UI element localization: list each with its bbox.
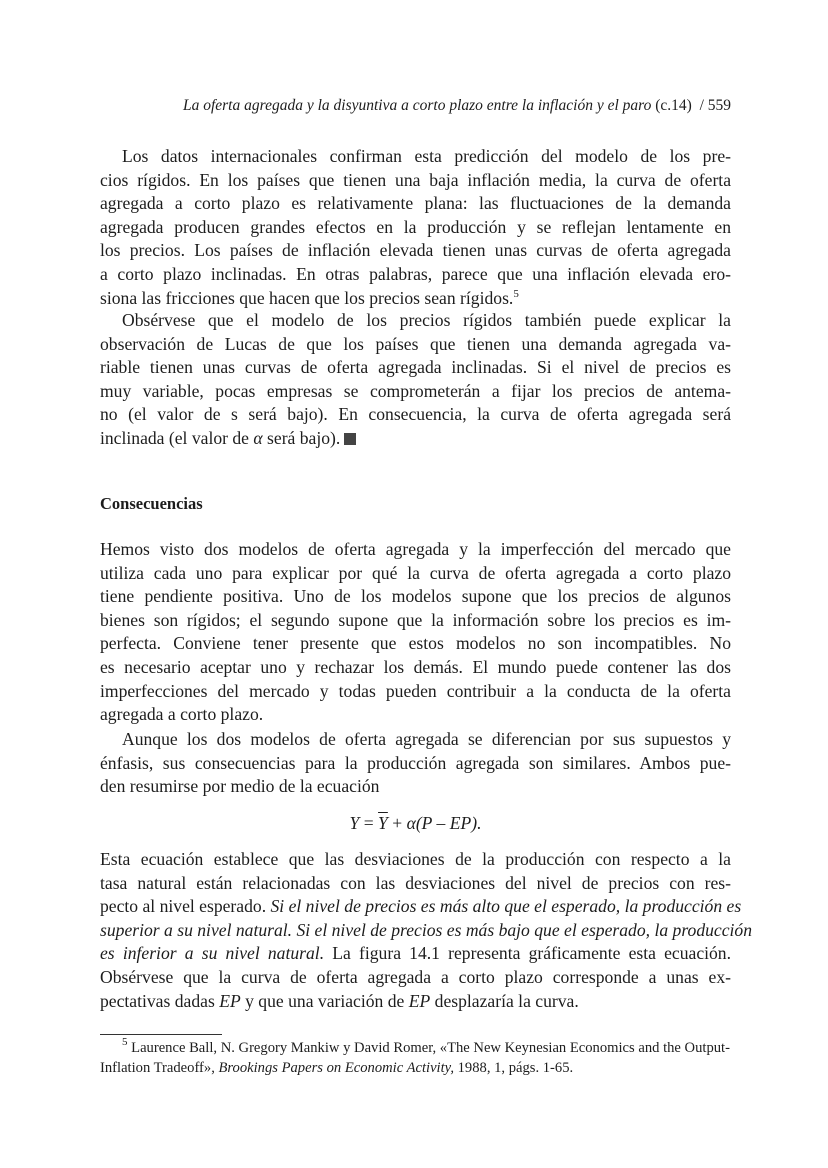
text-line — [100, 632, 731, 656]
text-segment: observación de Lucas de que los países que tienen una demanda agregada va- — [100, 333, 731, 354]
text-line — [100, 309, 731, 333]
header-separator: / — [699, 97, 704, 114]
text-line — [100, 538, 731, 562]
equation-alpha: α — [406, 813, 416, 833]
text-line — [100, 775, 731, 799]
text-line — [100, 356, 731, 380]
equation — [100, 813, 731, 834]
text-segment: desplazaría la curva. — [430, 990, 579, 1011]
text-line — [100, 656, 731, 680]
paragraph — [100, 145, 731, 310]
running-header — [100, 97, 731, 115]
footnote-journal: Brookings Papers on Economic Activity, — [218, 1059, 454, 1076]
text-line — [100, 380, 731, 404]
text-segment: EP — [408, 990, 431, 1011]
paragraph — [100, 728, 731, 799]
text-line — [100, 728, 731, 752]
text-segment: agregada producen grandes efectos en la producción y se reflejan lentamente en — [100, 216, 731, 237]
text-segment: Hemos visto dos modelos de oferta agregada y la imperfección del mercado que — [100, 539, 731, 559]
footnote-number: 5 — [122, 1036, 128, 1048]
text-segment: den resumirse por medio de la ecuación — [100, 776, 380, 797]
chapter-label: (c.14) — [655, 97, 692, 114]
text-segment: y que una variación de — [240, 990, 409, 1011]
equation-plus: + — [387, 813, 407, 833]
equation-ybar: $\overline{Y}$ — [378, 813, 388, 833]
text-segment: agregada a corto plazo es relativamente plana: las fluctuaciones de la demanda — [100, 193, 731, 214]
text-segment: cios rígidos. En los países que tienen una baja inflación media, la curva de oferta — [100, 169, 731, 190]
paragraph — [100, 538, 731, 727]
section-heading: Consecuencias — [100, 494, 203, 513]
text-segment: es inferior a su nivel natural. — [100, 943, 325, 964]
text-line — [100, 562, 731, 586]
text-segment: Esta ecuación establece que las desviaciones de la producción con respecto a la — [100, 849, 731, 869]
text-segment: imperfecciones del mercado y todas pueden contribuir a la conducta de la oferta — [100, 680, 731, 701]
text-segment: Obsérvese que la curva de oferta agregada a corto plazo corresponde a unas ex- — [100, 966, 731, 987]
text-segment: siona las fricciones que hacen que los precios sean rígidos. — [100, 287, 514, 308]
paragraph — [100, 848, 753, 1013]
footnote-ref: 5 — [513, 287, 519, 300]
text-line — [100, 895, 742, 919]
text-line — [100, 966, 731, 990]
text-line — [100, 263, 731, 287]
text-line — [100, 872, 731, 896]
text-line — [100, 403, 731, 427]
text-segment: perfecta. Conviene tener presente que estos modelos no son incompatibles. No — [100, 633, 731, 654]
text-line — [100, 703, 731, 727]
text-line — [100, 216, 731, 240]
text-segment: muy variable, pocas empresas se comprometerán a fijar los precios de antema- — [100, 380, 731, 401]
text-segment: tiene pendiente positiva. Uno de los modelos supone que los precios de algunos — [100, 586, 731, 607]
text-line — [100, 192, 731, 216]
text-segment: Aunque los dos modelos de oferta agregada se diferencian por sus supuestos y — [122, 729, 731, 749]
text-segment: es necesario aceptar uno y rechazar los demás. El mundo puede contener las dos — [100, 656, 731, 677]
text-segment: pecto al nivel esperado. — [100, 896, 271, 917]
text-line — [100, 239, 731, 263]
text-segment: énfasis, sus consecuencias para la producción agregada son similares. Ambos pue- — [100, 752, 731, 773]
text-line — [100, 333, 731, 357]
text-line — [100, 752, 731, 776]
text-segment: riable tienen unas curvas de oferta agregada inclinadas. Si el nivel de precios es — [100, 357, 731, 378]
text-line — [100, 609, 731, 633]
text-segment: Obsérvese que el modelo de los precios rígidos también puede explicar la — [122, 310, 731, 330]
text-segment: EP — [219, 990, 241, 1011]
page-number: 559 — [707, 97, 731, 114]
text-segment: utiliza cada uno para explicar por qué la curva de oferta agregada a corto plazo — [100, 562, 731, 583]
text-line — [100, 169, 731, 193]
text-line — [100, 427, 731, 451]
text-segment: pectativas dadas — [100, 990, 220, 1011]
text-line — [100, 990, 731, 1014]
equation-lhs: Y — [349, 813, 360, 833]
text-segment: inclinada (el valor de — [100, 427, 254, 448]
footnote-rule — [100, 1034, 222, 1035]
paragraph — [100, 309, 731, 451]
text-line — [100, 585, 731, 609]
text-segment: agregada a corto plazo. — [100, 704, 264, 725]
equation-equals: = — [359, 813, 379, 833]
end-of-box-square-icon — [344, 433, 356, 445]
text-segment: Los datos internacionales confirman esta predicción del modelo de los pre- — [122, 146, 731, 166]
equation-term: (P – EP). — [415, 813, 482, 833]
text-line — [100, 848, 731, 872]
text-segment: superior a su nivel natural. Si el nivel de precios es más bajo que el esperado, la producción — [100, 919, 753, 940]
text-segment: no (el valor de s será bajo). En consecuencia, la curva de oferta agregada será — [100, 404, 731, 425]
text-segment: a corto plazo inclinadas. En otras palabras, parece que una inflación elevada ero- — [100, 263, 731, 284]
text-segment: α — [253, 427, 263, 448]
text-line — [100, 942, 731, 966]
text-segment: Si el nivel de precios es más alto que el esperado, la producción es — [270, 896, 742, 917]
text-line — [100, 680, 731, 704]
text-line — [100, 287, 731, 311]
text-segment: La figura 14.1 representa gráficamente esta ecuación. — [324, 943, 732, 964]
footnote-text-end: 1988, 1, págs. 1-65. — [453, 1059, 574, 1076]
text-segment: los precios. Los países de inflación elevada tienen unas curvas de oferta agregada — [100, 240, 731, 261]
footnote-text: Laurence Ball, N. Gregory Mankiw y David Romer, «The New Keynesian Economics and the Output-Inflation Tradeoff», — [100, 1040, 730, 1076]
running-title: La oferta agregada y la disyuntiva a corto plazo entre la inflación y el paro — [182, 97, 652, 114]
text-segment: será bajo). — [262, 427, 341, 448]
text-segment: bienes son rígidos; el segundo supone que la información sobre los precios es im- — [100, 609, 731, 630]
text-line — [100, 919, 753, 943]
text-segment: tasa natural están relacionadas con las desviaciones del nivel de precios con res- — [100, 872, 731, 893]
footnote — [100, 1036, 731, 1078]
text-line — [100, 145, 731, 169]
